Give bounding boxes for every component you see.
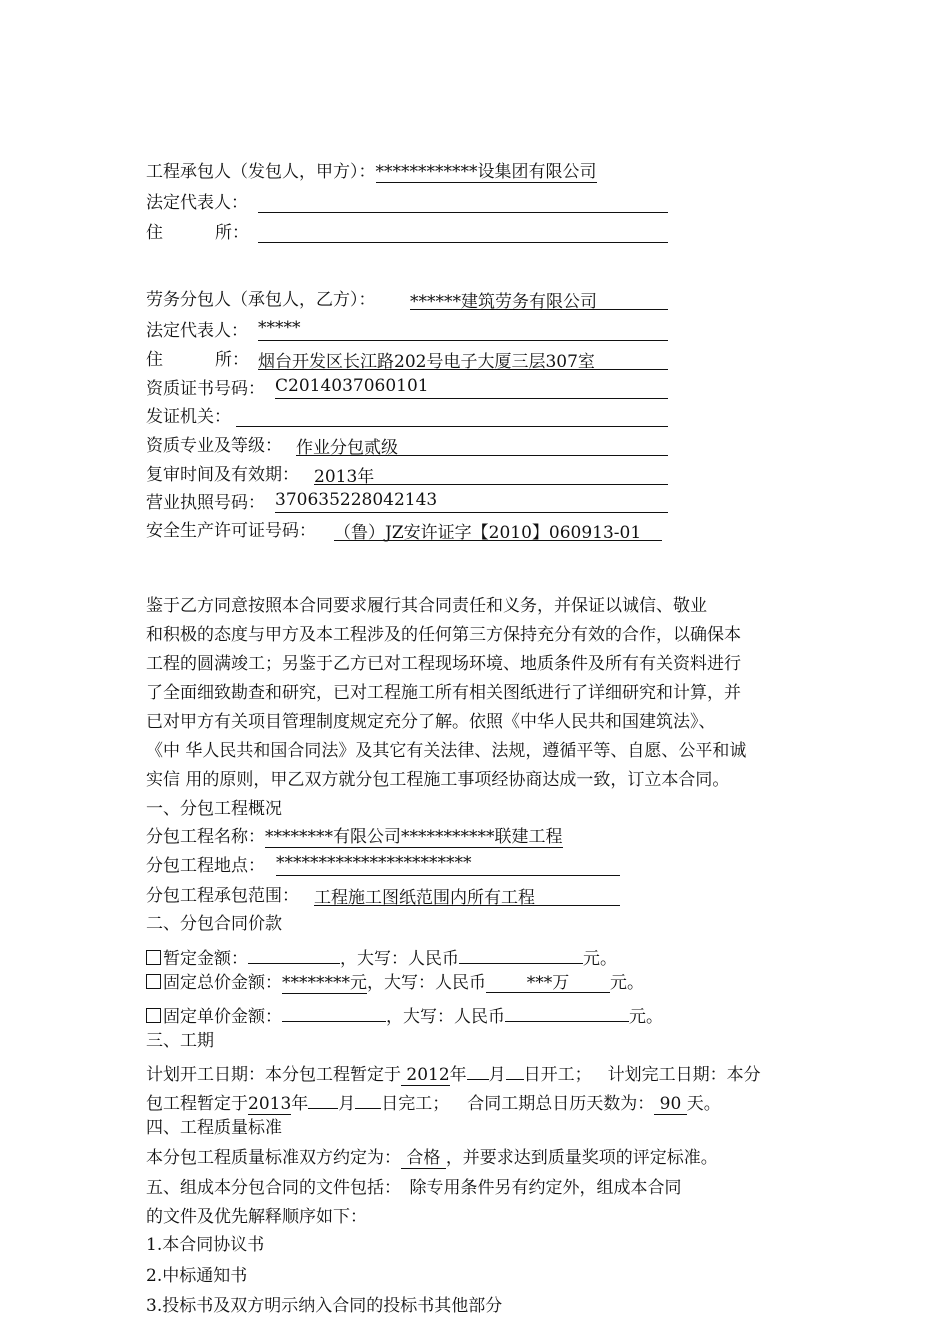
- fixed-unit-checkbox[interactable]: [146, 1008, 161, 1023]
- provisional-amount-blank: [248, 942, 340, 964]
- doc-item-1: 1.本合同协议书: [146, 1235, 265, 1255]
- sub-scope-label: 分包工程承包范围：: [146, 886, 299, 906]
- duration-days: 90: [654, 1094, 686, 1115]
- quality-suffix: ，并要求达到质量奖项的评定标准。: [445, 1148, 718, 1168]
- grade-value: 作业分包贰级: [296, 438, 398, 458]
- cert-no-label: 资质证书号码：: [146, 379, 265, 399]
- cert-no-field: [275, 376, 668, 399]
- start-month-suffix: 月: [488, 1065, 506, 1085]
- party-b-rep-line: [146, 319, 248, 343]
- preamble-line-1: 鉴于乙方同意按照本合同要求履行其合同责任和义务，并保证以诚信、敬业: [146, 596, 707, 616]
- start-year: 2012: [401, 1065, 450, 1086]
- fixed-total-label: 固定总价金额：: [163, 973, 282, 993]
- duration-label: 合同工期总日历天数为：: [467, 1094, 655, 1114]
- license-field: [275, 490, 668, 513]
- license-line: [146, 491, 265, 515]
- start-year-suffix: 年: [449, 1065, 467, 1085]
- provisional-amount-line: [146, 942, 617, 969]
- fixed-total-mid: ，大写：人民币: [367, 973, 486, 993]
- cert-no-line: [146, 377, 265, 401]
- fixed-total-checkbox[interactable]: [146, 974, 161, 989]
- end-month-suffix: 月: [338, 1094, 356, 1114]
- fixed-total-value: ********元: [282, 973, 367, 993]
- section-5-line-1: 五、组成本分包合同的文件包括： 除专用条件另有约定外，组成本合同: [146, 1178, 682, 1198]
- safety-value: （鲁）JZ安许证字【2010】060913-01: [334, 523, 642, 543]
- section-5-line-2: 的文件及优先解释顺序如下：: [146, 1207, 367, 1227]
- issuer-label: 发证机关：: [146, 407, 231, 427]
- party-b-name-field: [410, 287, 668, 310]
- review-field: [314, 462, 668, 485]
- fixed-total-line: [146, 971, 644, 995]
- fixed-unit-words-blank: [505, 1000, 629, 1022]
- issuer-field: [236, 404, 668, 427]
- party-a-addr-label-1: 住: [146, 223, 163, 243]
- party-b-rep-field: [258, 318, 668, 341]
- quality-value: 合格: [401, 1148, 446, 1169]
- preamble-line-7: 实信 用的原则，甲乙双方就分包工程施工事项经协商达成一致，订立本合同。: [146, 770, 730, 790]
- start-month-blank: [467, 1058, 489, 1080]
- party-a-line: [146, 160, 597, 184]
- party-b-name: ******建筑劳务有限公司: [410, 292, 597, 312]
- schedule-line-1: [146, 1058, 761, 1085]
- fixed-unit-label: 固定单价金额：: [163, 1007, 282, 1027]
- end-day-suffix: 日完工；: [381, 1094, 450, 1114]
- provisional-mid: ，大写：人民币: [340, 949, 459, 969]
- end-day-blank: [355, 1087, 381, 1109]
- section-2-heading: 二、分包合同价款: [146, 914, 282, 934]
- fixed-unit-amount-blank: [282, 1000, 386, 1022]
- license-value: 370635228042143: [275, 490, 438, 510]
- party-b-rep-label: 法定代表人：: [146, 321, 248, 341]
- preamble-line-5: 已对甲方有关项目管理制度规定充分了解。依照《中华人民共和国建筑法》、: [146, 712, 716, 732]
- fixed-total-words-field: [486, 971, 610, 993]
- party-b-addr-line: [146, 348, 249, 372]
- provisional-words-blank: [459, 942, 583, 964]
- party-a-label: 工程承包人（发包人，甲方）：: [146, 162, 376, 182]
- grade-field: [296, 433, 668, 456]
- start-day-suffix: 日开工；: [523, 1065, 592, 1085]
- party-a-rep-label: 法定代表人：: [146, 193, 248, 213]
- sub-name-line: [146, 825, 563, 849]
- doc-item-3: 3.投标书及双方明示纳入合同的投标书其他部分: [146, 1296, 503, 1316]
- party-b-addr-label-1: 住: [146, 350, 163, 370]
- sub-site-value: ***********************: [276, 853, 472, 873]
- review-value: 2013年: [314, 467, 375, 487]
- sub-site-label: 分包工程地点：: [146, 856, 265, 876]
- duration-suffix: 天。: [686, 1094, 721, 1114]
- schedule-end-prefix: 包工程暂定于: [146, 1094, 248, 1114]
- safety-label: 安全生产许可证号码：: [146, 521, 316, 541]
- section-3-heading: 三、工期: [146, 1031, 214, 1051]
- schedule-end-text: 计划完工日期：本分: [607, 1065, 761, 1085]
- sub-scope-line: [146, 884, 299, 908]
- end-month-blank: [308, 1087, 338, 1109]
- party-b-rep-value: *****: [258, 318, 301, 338]
- party-a-addr-line: [146, 221, 249, 245]
- section-1-heading: 一、分包工程概况: [146, 799, 282, 819]
- party-b-addr-value: 烟台开发区长江路202号电子大厦三层307室: [258, 352, 595, 372]
- schedule-line-2: [146, 1087, 721, 1114]
- grade-line: [146, 434, 282, 458]
- sub-scope-field: [314, 883, 620, 906]
- party-a-addr-label-2: 所：: [215, 223, 249, 243]
- quality-line: [146, 1146, 718, 1170]
- fixed-total-end: 元。: [610, 973, 644, 993]
- sub-scope-value: 工程施工图纸范围内所有工程: [314, 888, 535, 908]
- grade-label: 资质专业及等级：: [146, 436, 282, 456]
- party-b-line: [146, 288, 376, 312]
- preamble-line-3: 工程的圆满竣工；另鉴于乙方已对工程现场环境、地质条件及所有有关资料进行: [146, 654, 741, 674]
- issuer-line: [146, 405, 231, 429]
- safety-line: [146, 519, 316, 543]
- party-a-addr-underline: [258, 220, 668, 243]
- sub-name-label: 分包工程名称：: [146, 827, 265, 847]
- fixed-unit-line: [146, 1000, 663, 1027]
- party-b-addr-field: [258, 347, 668, 370]
- review-label: 复审时间及有效期：: [146, 465, 299, 485]
- party-a-rep-line: [146, 191, 248, 215]
- start-day-blank: [506, 1058, 524, 1080]
- preamble-line-4: 了全面细致勘查和研究，已对工程施工所有相关图纸进行了详细研究和计算，并: [146, 683, 741, 703]
- provisional-end: 元。: [583, 949, 617, 969]
- preamble-line-2: 和积极的态度与甲方及本工程涉及的任何第三方保持充分有效的合作，以确保本: [146, 625, 741, 645]
- doc-item-2: 2.中标通知书: [146, 1266, 248, 1286]
- fixed-unit-mid: ，大写：人民币: [386, 1007, 505, 1027]
- provisional-checkbox[interactable]: [146, 950, 161, 965]
- license-label: 营业执照号码：: [146, 493, 265, 513]
- fixed-total-words: ***万: [526, 973, 570, 993]
- sub-name-value: ********有限公司***********联建工程: [265, 827, 563, 847]
- review-line: [146, 463, 299, 487]
- party-a-name: ************设集团有限公司: [375, 162, 597, 182]
- schedule-start-text: 计划开工日期：本分包工程暂定于: [146, 1065, 401, 1085]
- cert-no-value: C2014037060101: [275, 376, 429, 396]
- quality-text: 本分包工程质量标准双方约定为：: [146, 1148, 401, 1168]
- party-b-label: 劳务分包人（承包人，乙方）：: [146, 290, 376, 310]
- party-a-rep-underline: [258, 190, 668, 213]
- provisional-label: 暂定金额：: [163, 949, 248, 969]
- safety-field: [334, 518, 662, 541]
- preamble-line-6: 《中 华人民共和国合同法》及其它有关法律、法规，遵循平等、自愿、公平和诚: [146, 741, 747, 761]
- end-year-suffix: 年: [291, 1094, 309, 1114]
- party-b-addr-label-2: 所：: [215, 350, 249, 370]
- section-4-heading: 四、工程质量标准: [146, 1118, 282, 1138]
- sub-site-line: [146, 854, 265, 878]
- sub-site-field: [276, 853, 620, 876]
- fixed-unit-end: 元。: [629, 1007, 663, 1027]
- end-year: 2013: [248, 1094, 292, 1114]
